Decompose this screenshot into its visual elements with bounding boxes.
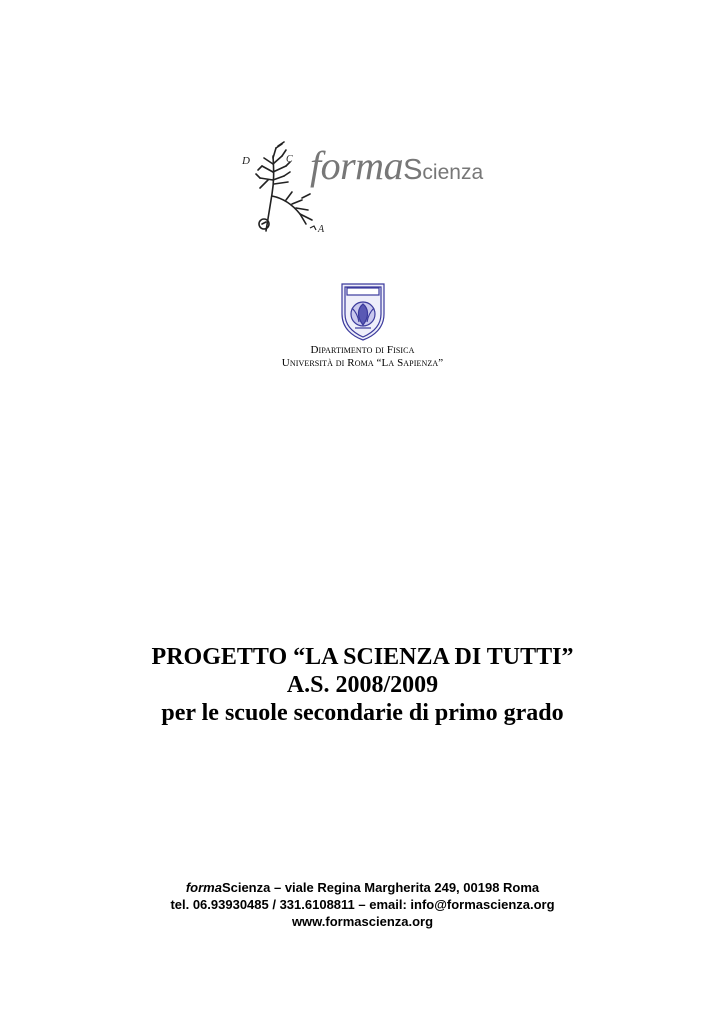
logo-wordmark — [310, 142, 483, 189]
logo-word-forma: forma — [310, 143, 404, 188]
university-seal-icon — [338, 278, 388, 342]
footer-address-line — [0, 879, 725, 896]
target-audience: per le scuole secondarie di primo grado — [161, 700, 564, 726]
department-name: Dipartimento di Fisica — [310, 344, 415, 356]
footer-address: – viale Regina Margherita 249, 00198 Roma — [270, 880, 540, 895]
logo-word-cienza: cienza — [422, 161, 484, 184]
project-title: PROGETTO “LA SCIENZA DI TUTTI” — [151, 644, 574, 670]
tree-letter-d: D — [242, 155, 250, 167]
footer-brand-italic: forma — [185, 880, 222, 895]
tree-letter-c: C — [286, 154, 293, 165]
footer-contacts: tel. 06.93930485 / 331.6108811 – email: info@formascienza.org — [170, 897, 555, 912]
university-name: Università di Roma “La Sapienza” — [281, 357, 444, 369]
school-year: A.S. 2008/2009 — [286, 672, 439, 698]
footer-brand-rest: Scienza — [221, 880, 271, 895]
formascienza-logo — [238, 136, 488, 240]
footer-website-link[interactable]: www.formascienza.org — [291, 914, 434, 929]
tree-letter-a: A — [318, 224, 325, 235]
logo-word-s: S — [403, 154, 423, 186]
